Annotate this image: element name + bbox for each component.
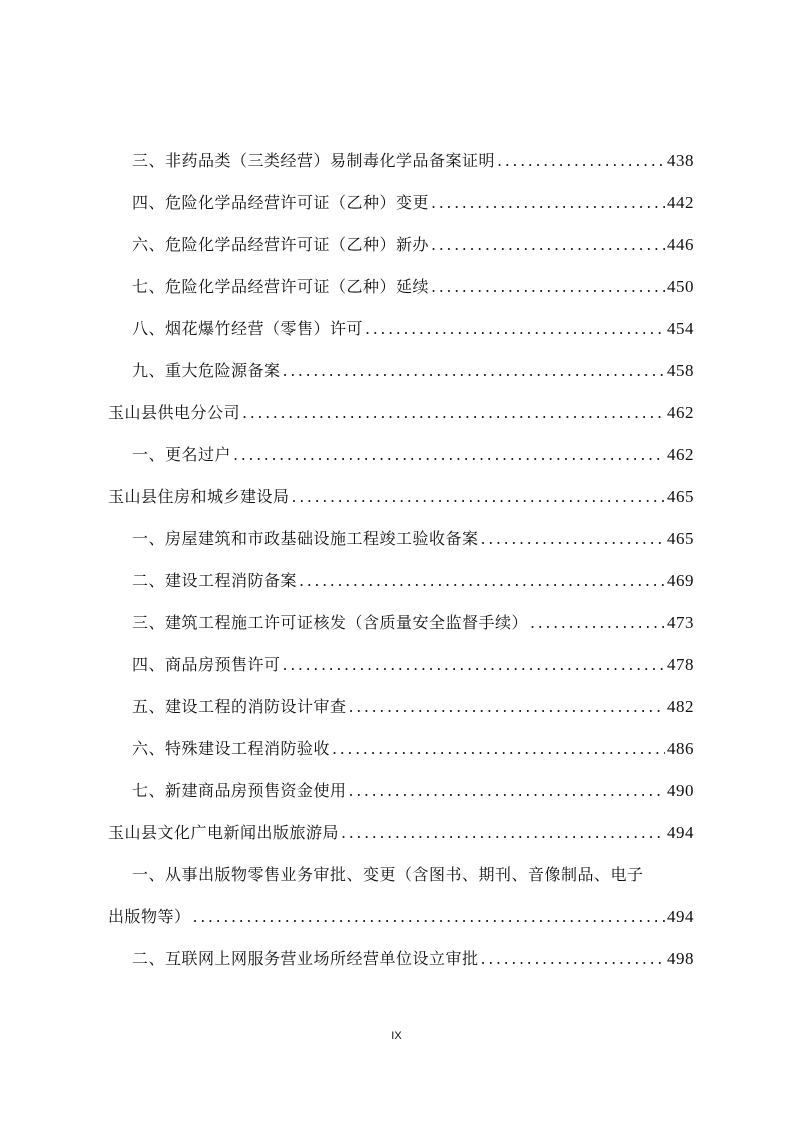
toc-entry[interactable] (108, 938, 694, 980)
toc-section-entry[interactable] (108, 812, 694, 854)
toc-section-entry[interactable] (108, 392, 694, 434)
toc-entry[interactable] (108, 308, 694, 350)
toc-entry[interactable] (108, 518, 694, 560)
toc-section-title: 玉山县住房和城乡建设局 (108, 476, 290, 518)
toc-entry-title: 三、非药品类（三类经营）易制毒化学品备案证明 (132, 140, 495, 182)
toc-entry-page: 442 (667, 193, 694, 212)
toc-entry-page: 454 (667, 319, 694, 338)
toc-entry-title: 四、危险化学品经营许可证（乙种）变更 (132, 182, 429, 224)
toc-entry-title: 六、特殊建设工程消防验收 (132, 728, 330, 770)
page-number: IX (391, 1030, 402, 1042)
toc-leader-dots (431, 266, 665, 308)
toc-leader-dots (365, 308, 665, 350)
toc-entry-page: 490 (667, 781, 694, 800)
toc-leader-dots (530, 602, 665, 644)
toc-entry-page: 473 (667, 613, 694, 632)
toc-entry[interactable] (108, 686, 694, 728)
toc-entry-title: 五、建设工程的消防设计审查 (132, 686, 347, 728)
toc-entry[interactable] (108, 434, 694, 476)
toc-leader-dots (431, 182, 665, 224)
toc-entry-title: 七、危险化学品经营许可证（乙种）延续 (132, 266, 429, 308)
toc-entry-page: 486 (667, 739, 694, 758)
toc-leader-dots (341, 812, 665, 854)
toc-leader-dots (292, 476, 665, 518)
toc-leader-dots (233, 434, 665, 476)
toc-leader-dots (481, 938, 665, 980)
toc-entry-page: 469 (667, 571, 694, 590)
toc-entry-page: 465 (667, 529, 694, 548)
toc-leader-dots (283, 644, 665, 686)
toc-entry-title: 八、烟花爆竹经营（零售）许可 (132, 308, 363, 350)
toc-leader-dots (193, 896, 665, 938)
toc-entry[interactable] (108, 602, 694, 644)
toc-entry-title: 四、商品房预售许可 (132, 644, 281, 686)
toc-entry-page: 450 (667, 277, 694, 296)
toc-leader-dots (299, 560, 665, 602)
toc-entry[interactable] (108, 350, 694, 392)
toc-entry-page: 458 (667, 361, 694, 380)
toc-entry-title: 六、危险化学品经营许可证（乙种）新办 (132, 224, 429, 266)
toc-leader-dots (431, 224, 665, 266)
toc-leader-dots (349, 770, 665, 812)
toc-leader-dots (283, 350, 665, 392)
toc-entry-title: 九、重大危险源备案 (132, 350, 281, 392)
toc-entry-page: 446 (667, 235, 694, 254)
toc-entry-title: 一、房屋建筑和市政基础设施工程竣工验收备案 (132, 518, 479, 560)
toc-entry-title-line2: 出版物等） (108, 896, 191, 938)
toc-entry-page: 482 (667, 697, 694, 716)
toc-leader-dots (497, 140, 665, 182)
toc-entry-page: 494 (667, 823, 694, 842)
table-of-contents (108, 140, 694, 980)
toc-entry[interactable] (108, 644, 694, 686)
toc-entry[interactable] (108, 728, 694, 770)
toc-entry-title: 三、建筑工程施工许可证核发（含质量安全监督手续） (132, 602, 528, 644)
toc-entry[interactable] (108, 140, 694, 182)
toc-entry[interactable] (108, 266, 694, 308)
toc-leader-dots (481, 518, 665, 560)
toc-entry-page: 465 (667, 487, 694, 506)
toc-section-title: 玉山县供电分公司 (108, 392, 240, 434)
toc-leader-dots (332, 728, 665, 770)
toc-entry-title: 二、建设工程消防备案 (132, 560, 297, 602)
toc-entry-multiline[interactable] (108, 854, 694, 938)
toc-entry-page: 438 (667, 151, 694, 170)
toc-entry-title: 二、互联网上网服务营业场所经营单位设立审批 (132, 938, 479, 980)
toc-leader-dots (349, 686, 665, 728)
toc-entry-page: 494 (667, 907, 694, 926)
toc-entry[interactable] (108, 560, 694, 602)
toc-entry-title: 七、新建商品房预售资金使用 (132, 770, 347, 812)
toc-entry[interactable] (108, 224, 694, 266)
toc-entry[interactable] (108, 770, 694, 812)
toc-leader-dots (242, 392, 665, 434)
toc-entry-page: 462 (667, 445, 694, 464)
toc-entry-title: 一、更名过户 (132, 434, 231, 476)
toc-entry-page: 462 (667, 403, 694, 422)
toc-section-entry[interactable] (108, 476, 694, 518)
toc-entry-title-line1: 一、从事出版物零售业务审批、变更（含图书、期刊、音像制品、电子 (132, 865, 644, 884)
toc-section-title: 玉山县文化广电新闻出版旅游局 (108, 812, 339, 854)
toc-entry-page: 478 (667, 655, 694, 674)
toc-entry[interactable] (108, 182, 694, 224)
toc-entry-page: 498 (667, 949, 694, 968)
